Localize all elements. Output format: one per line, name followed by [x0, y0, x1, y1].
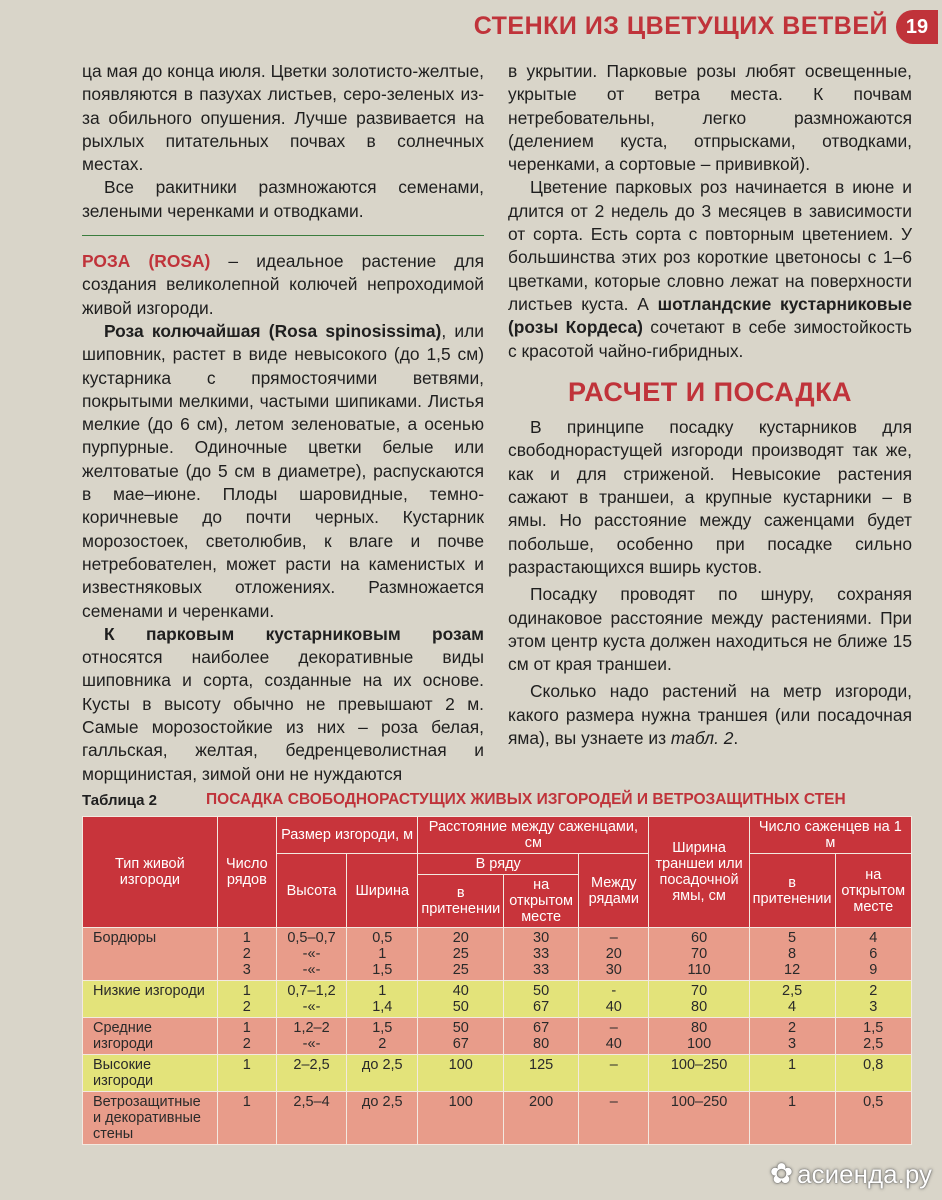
table-cell: 70 80	[649, 981, 749, 1018]
page-running-title: СТЕНКИ ИЗ ЦВЕТУЩИХ ВЕТВЕЙ	[473, 12, 888, 40]
table-cell: –	[579, 1092, 649, 1145]
paragraph	[508, 176, 912, 362]
table-cell: 60 70 110	[649, 928, 749, 981]
paragraph: ца мая до конца июля. Цветки золотисто-желтые, появляются в пазухах листьев, серо-зеленых из-за обильного опушения. Лучше развивается на рыхлых питательных почвах в солнечных местах.	[82, 61, 484, 175]
table-cell: 0,7–1,2 -«-	[276, 981, 346, 1018]
table-cell: 100	[418, 1092, 504, 1145]
paragraph-text: сочетают в себе зимостойкость с красотой чайно-гибридных.	[508, 317, 912, 361]
row-type-cell: Ветрозащитные и декоративные стены	[83, 1092, 218, 1145]
table-cell: 2,5–4	[276, 1092, 346, 1145]
paragraph: в укрытии. Парковые розы любят освещенные, укрытые от ветра места. К почвам нетребовательны, легко размножаются (делением куста, отпрысками, отводками, черенками, а сортовые – прививкой).	[508, 61, 912, 175]
row-type-cell: Средние изгороди	[83, 1018, 218, 1055]
table-cell: 5 8 12	[749, 928, 835, 981]
table-cell: 1 2	[217, 1018, 276, 1055]
table-cell: 1,5 2	[347, 1018, 418, 1055]
paragraph-text: относятся наиболее декоративные виды шиповника и сорта, созданные на их основе. Кусты в высоту обычно не превышают 2 м. Самые морозостойкие из них – роза белая, галльская, желтая, бедренцеволистная и морщинистая, зимой они не нуждаются	[82, 647, 484, 784]
leaf-logo-icon: ✿	[769, 1158, 794, 1189]
row-type-cell: Высокие изгороди	[83, 1055, 218, 1092]
header-trench: Ширина траншеи или посадочной ямы, см	[649, 817, 749, 928]
table-cell: 40 50	[418, 981, 504, 1018]
table-row	[83, 981, 912, 1018]
header-pm-open: на открытом месте	[835, 854, 911, 928]
paragraph: Все ракитники размножаются семенами, зелеными черенками и отводками.	[82, 177, 484, 221]
bold-term: К парковым кустарниковым розам	[104, 623, 484, 644]
table-cell: 0,5–0,7 -«- -«-	[276, 928, 346, 981]
table-cell: 4 6 9	[835, 928, 911, 981]
header-in-row: В ряду	[418, 854, 579, 875]
rosa-heading: РОЗА (ROSA)	[82, 251, 211, 272]
bold-term: Роза колючайшая (Rosa spinosissima)	[104, 320, 442, 341]
table-row	[83, 1055, 912, 1092]
table-cell: 2–2,5	[276, 1055, 346, 1092]
header-rows-count: Число рядов	[217, 817, 276, 928]
table-body	[83, 928, 912, 1145]
table-cell: - 40	[579, 981, 649, 1018]
table-cell: 1,5 2,5	[835, 1018, 911, 1055]
paragraph	[82, 250, 484, 320]
header-pm-shaded: в притенении	[749, 854, 835, 928]
bold-term: шотландские кустарниковые (розы Кордеса)	[508, 293, 912, 338]
paragraph-text: , или шиповник, растет в виде невысокого (до 1,5 см) кустарника с прямостоячими ветвями, покрытыми мелкими, частыми шипиками. Листья мелкие (до 6 см), летом зеленоватые, а осенью пурпурные. Одиночные цветки белые или желтоватые (до 5 см в диаметре), распускаются в мае–июне. Плоды шаровидные, темно-коричневые до почти черных. Кустарник морозостоек, светолюбив, к влаге и почве нетребователен, может расти на каменистых и известняковых отложениях. Размножается семенами и черенками.	[82, 320, 484, 621]
table-title: ПОСАДКА СВОБОДНОРАСТУЩИХ ЖИВЫХ ИЗГОРОДЕЙ И ВЕТРОЗАЩИТНЫХ СТЕН	[206, 791, 846, 808]
header-type: Тип живой изгороди	[83, 817, 218, 928]
table-cell: до 2,5	[347, 1092, 418, 1145]
table-cell: 0,8	[835, 1055, 911, 1092]
row-type-cell: Бордюры	[83, 928, 218, 981]
table-row	[83, 928, 912, 981]
table-cell: 1	[217, 1055, 276, 1092]
header-open: на открытом месте	[504, 875, 579, 928]
header-size: Размер изгороди, м	[276, 817, 417, 854]
table-row	[83, 1092, 912, 1145]
section-heading: РАСЧЕТ И ПОСАДКА	[567, 376, 853, 407]
table-cell: 100–250	[649, 1055, 749, 1092]
table-cell: 1 2	[217, 981, 276, 1018]
table-cell: 100	[418, 1055, 504, 1092]
table-cell: 2 3	[835, 981, 911, 1018]
header-between-rows: Между рядами	[579, 854, 649, 928]
table-cell: 80 100	[649, 1018, 749, 1055]
paragraph-text: .	[733, 728, 739, 749]
right-column	[508, 60, 912, 750]
table-cell: 1 1,4	[347, 981, 418, 1018]
paragraph: Посадку проводят по шнуру, сохраняя одинаковое расстояние между растениями. При этом центр куста должен находиться не ближе 15 см от края траншеи.	[508, 584, 912, 675]
page-header	[460, 8, 942, 50]
table-cell: 20 25 25	[418, 928, 504, 981]
table-cell: 2 3	[749, 1018, 835, 1055]
table-cell: 50 67	[504, 981, 579, 1018]
table-cell: 1	[749, 1092, 835, 1145]
table-cell: 0,5	[835, 1092, 911, 1145]
header-width: Ширина	[347, 854, 418, 928]
paragraph-text: – идеальное растение для создания великолепной колючей непроходимой живой изгороди.	[82, 251, 484, 318]
paragraph-text: Цветение парковых роз начинается в июне и длится от 2 недель до 3 месяцев в зависимости от сорта. Есть сорта с повторным цветением. У большинства этих роз короткие цветоносы с 1–6 цветками, которые словно лежат на поверхности листьев куста. А	[508, 177, 912, 314]
watermark-text: асиенда.ру	[797, 1159, 932, 1189]
table-cell: 100–250	[649, 1092, 749, 1145]
table-cell: –	[579, 1055, 649, 1092]
planting-table	[82, 816, 912, 1145]
paragraph	[82, 320, 484, 623]
table-cell: 67 80	[504, 1018, 579, 1055]
table-cell: 1 2 3	[217, 928, 276, 981]
table-cell: до 2,5	[347, 1055, 418, 1092]
paragraph	[508, 680, 912, 750]
table-row	[83, 1018, 912, 1055]
table-cell: 1,2–2 -«-	[276, 1018, 346, 1055]
table-cell: 30 33 33	[504, 928, 579, 981]
table-cell: 2,5 4	[749, 981, 835, 1018]
watermark	[770, 1157, 932, 1190]
table-cell: 125	[504, 1055, 579, 1092]
table-cell: – 20 30	[579, 928, 649, 981]
table-cell: 200	[504, 1092, 579, 1145]
table-cell: 1	[217, 1092, 276, 1145]
row-type-cell: Низкие изгороди	[83, 981, 218, 1018]
left-column	[82, 60, 484, 786]
header-height: Высота	[276, 854, 346, 928]
section-divider	[82, 235, 484, 236]
header-shaded: в притенении	[418, 875, 504, 928]
page-number: 19	[896, 10, 938, 44]
table-cell: – 40	[579, 1018, 649, 1055]
table-number: Таблица 2	[82, 792, 158, 809]
paragraph	[82, 623, 484, 786]
header-per-meter: Число саженцев на 1 м	[749, 817, 911, 854]
paragraph: В принципе посадку кустарников для свободнорастущей изгороди производят так же, как и для стриженой. Невысокие растения сажают в траншеи, а крупные кустарники – в ямы. Но расстояние между саженцами будет побольше, особенно при посадке сильно разрастающихся вширь кустов.	[508, 417, 912, 577]
paragraph-text: Сколько надо растений на метр изгороди, какого размера нужна траншея (или посадочная яма), вы узнаете из	[508, 681, 912, 749]
table-cell: 1	[749, 1055, 835, 1092]
table-cell: 50 67	[418, 1018, 504, 1055]
table-cell: 0,5 1 1,5	[347, 928, 418, 981]
header-distance: Расстояние между саженцами, см	[418, 817, 649, 854]
table-caption	[82, 792, 922, 814]
table-reference: табл. 2	[670, 728, 734, 749]
